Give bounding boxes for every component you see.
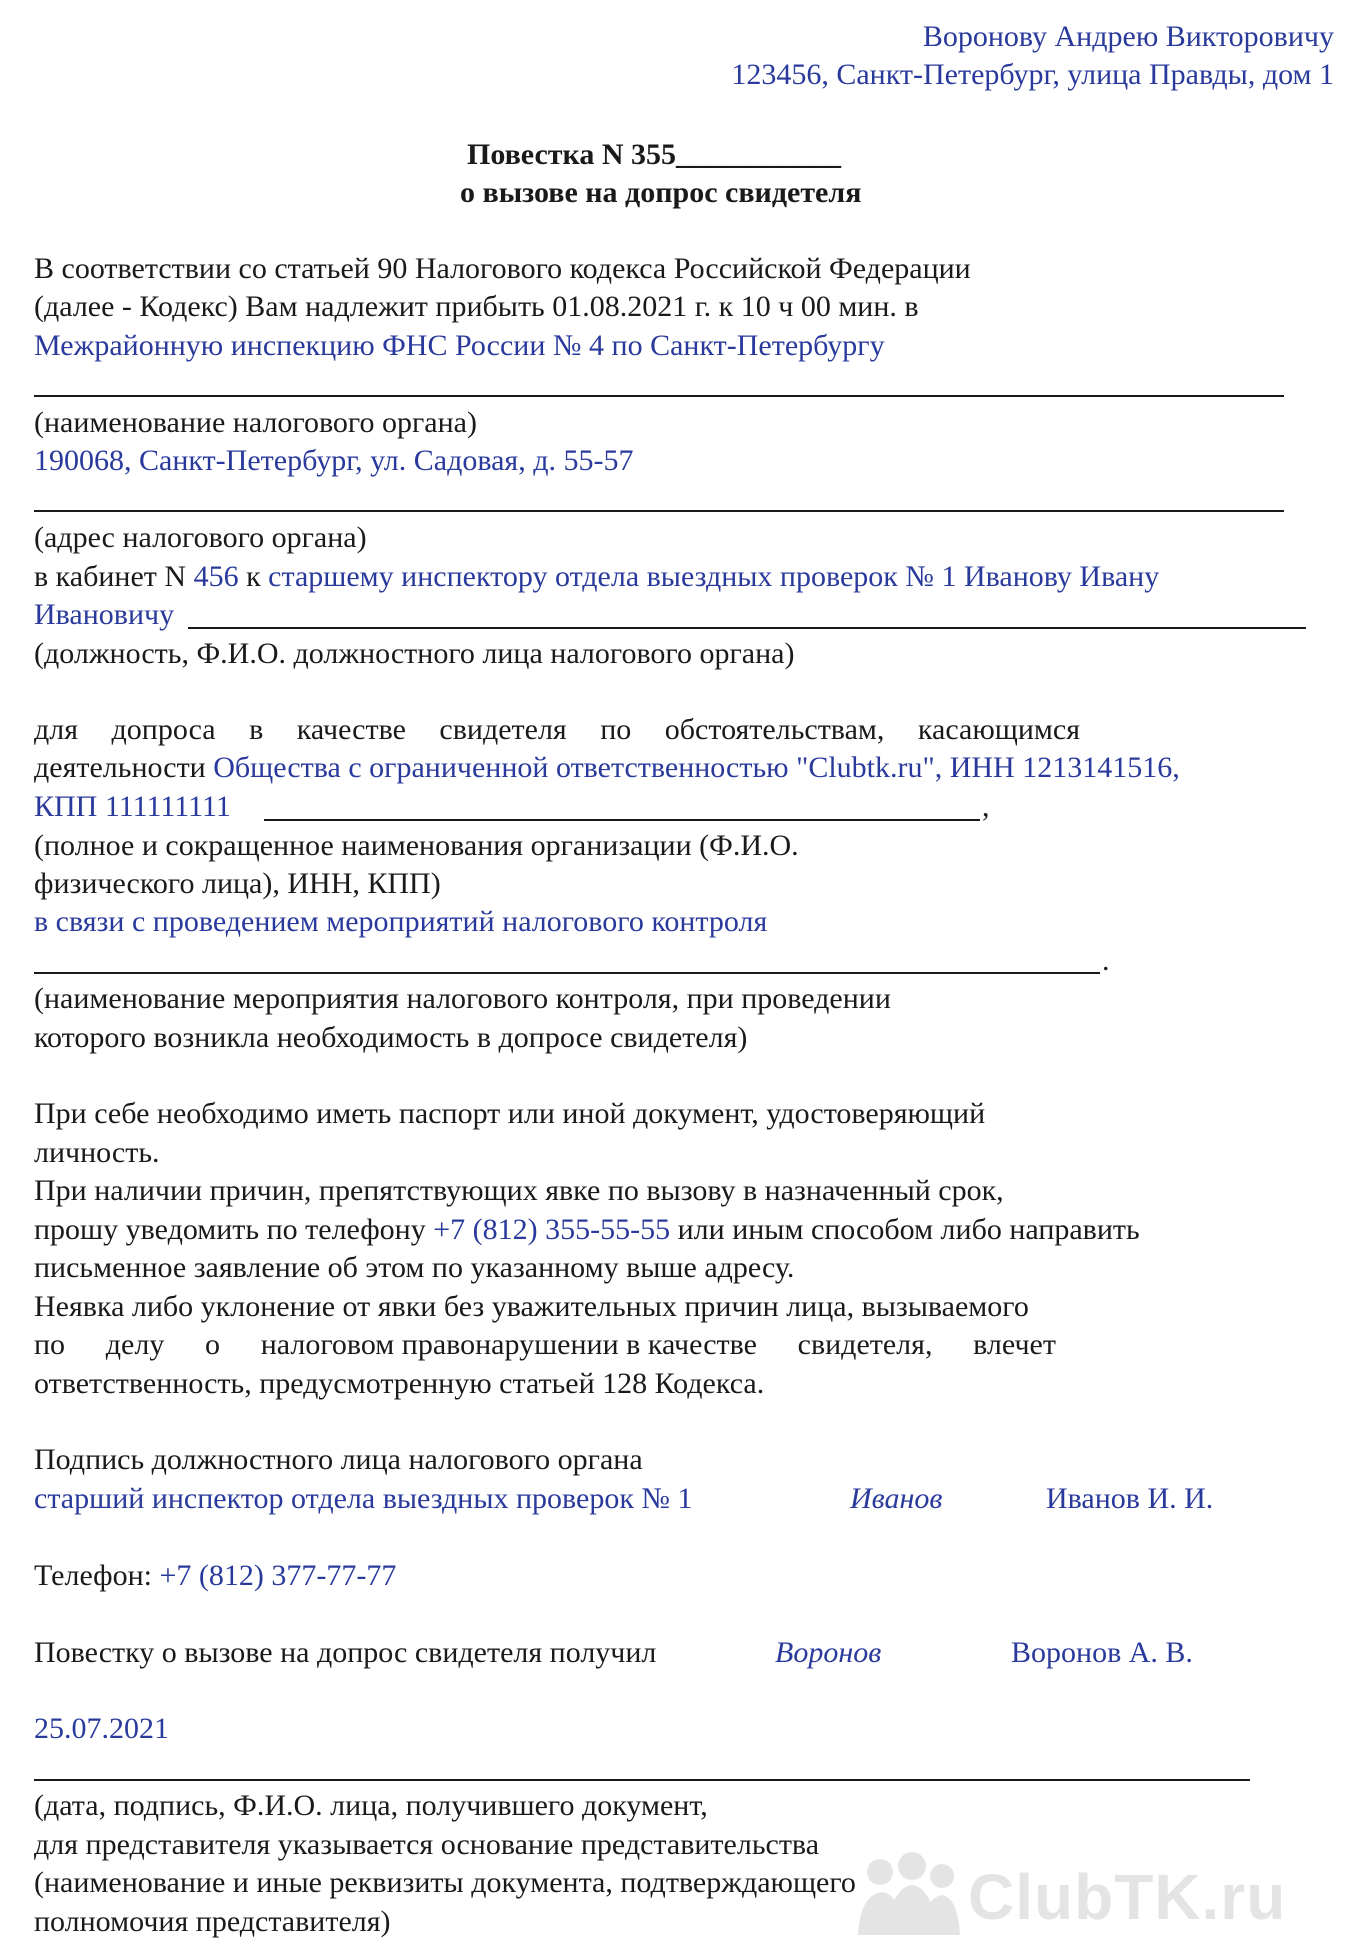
paragraph1-line2: (далее - Кодекс) Вам надлежит прибыть 01.08.2021 г. к 10 ч 00 мин. в: [34, 290, 919, 323]
paragraph3-line4: [34, 1215, 1140, 1245]
p2-word: касающимся: [917, 713, 1080, 746]
receipt-caption-line3: (наименование и иные реквизиты документа, подтверждающего: [34, 1866, 856, 1899]
document-title: [467, 140, 841, 170]
title-number-blank: ___________: [676, 138, 842, 171]
organization-name-part2: КПП 111111111: [34, 790, 231, 823]
p3-word: по: [34, 1328, 66, 1361]
paragraph3-line1: При себе необходимо иметь паспорт или иной документ, удостоверяющий: [34, 1097, 986, 1130]
official-position: старший инспектор отдела выездных проверок № 1: [34, 1482, 693, 1515]
organization-caption-line1: (полное и сокращенное наименования организации (Ф.И.О.: [34, 829, 799, 862]
p3-word: свидетеля,: [797, 1328, 933, 1361]
p3-word: о: [205, 1328, 221, 1361]
p3-word: налоговом правонарушении в качестве: [260, 1328, 757, 1361]
tax-authority-underline: [34, 395, 1284, 397]
official-signature-label: Подпись должностного лица налогового органа: [34, 1443, 643, 1476]
control-measure: в связи с проведением мероприятий налогового контроля: [34, 905, 768, 938]
office-prefix: в кабинет N: [34, 560, 187, 593]
p2-word: качестве: [296, 713, 406, 746]
document-subtitle: о вызове на допрос свидетеля: [460, 176, 862, 209]
title-number: Повестка N 355: [467, 138, 677, 171]
paragraph2-line2: [34, 753, 1180, 783]
watermark: [850, 1850, 1350, 1945]
receipt-signature: Воронов: [775, 1636, 882, 1669]
paragraph3-line5: письменное заявление об этом по указанному выше адресу.: [34, 1251, 795, 1284]
control-measure-period: .: [1102, 944, 1110, 977]
watermark-text: ClubTK.ru: [968, 1861, 1287, 1933]
tax-address-caption: (адрес налогового органа): [34, 521, 367, 554]
people-logo-icon: [850, 1850, 960, 1945]
p3-word: делу: [105, 1328, 165, 1361]
organization-comma: ,: [982, 790, 990, 823]
receipt-date: 25.07.2021: [34, 1712, 169, 1745]
notify-prefix: прошу уведомить по телефону: [34, 1213, 426, 1246]
official-underline: [188, 627, 1306, 629]
control-measure-caption-line1: (наименование мероприятия налогового контроля, при проведении: [34, 982, 891, 1015]
paragraph3-line6: Неявка либо уклонение от явки без уважительных причин лица, вызываемого: [34, 1290, 1029, 1323]
notify-suffix: или иным способом либо направить: [677, 1213, 1140, 1246]
tax-authority-caption: (наименование налогового органа): [34, 406, 477, 439]
paragraph2-line1: [34, 715, 1080, 745]
tax-authority-name: Межрайонную инспекцию ФНС России № 4 по Санкт-Петербургу: [34, 329, 885, 362]
p2-word: по: [600, 713, 632, 746]
office-line: [34, 562, 1159, 592]
receipt-underline: [34, 1779, 1250, 1781]
organization-caption-line2: физического лица), ИНН, КПП): [34, 867, 441, 900]
p2-word: обстоятельствам,: [664, 713, 885, 746]
paragraph1-line1: В соответствии со статьей 90 Налогового кодекса Российской Федерации: [34, 252, 971, 285]
paragraph3-line3: При наличии причин, препятствующих явке по вызову в назначенный срок,: [34, 1174, 1004, 1207]
receipt-label: Повестку о вызове на допрос свидетеля получил: [34, 1636, 657, 1669]
receipt-caption-line1: (дата, подпись, Ф.И.О. лица, получившего документ,: [34, 1789, 708, 1822]
official-name-part2: Ивановичу: [34, 598, 175, 631]
p2-word: допроса: [111, 713, 216, 746]
p2-word: для: [34, 713, 79, 746]
p3-word: влечет: [973, 1328, 1056, 1361]
official-signature: Иванов: [850, 1482, 943, 1515]
phone-line: [34, 1561, 396, 1591]
office-number: 456: [193, 560, 239, 593]
control-measure-underline: [34, 972, 1100, 974]
paragraph3-line2: личность.: [34, 1136, 160, 1169]
receipt-caption-line4: полномочия представителя): [34, 1905, 391, 1938]
organization-name-part1: Общества с ограниченной ответственностью "Clubtk.ru", ИНН 1213141516,: [213, 751, 1180, 784]
p2-word: свидетеля: [439, 713, 567, 746]
receipt-full-name: Воронов А. В.: [1011, 1636, 1193, 1669]
notify-phone: +7 (812) 355-55-55: [433, 1213, 671, 1246]
paragraph3-line7: [34, 1330, 1056, 1360]
official-caption: (должность, Ф.И.О. должностного лица налогового органа): [34, 637, 795, 670]
activity-label: деятельности: [34, 751, 206, 784]
official-name-part1: старшему инспектору отдела выездных проверок № 1 Иванову Ивану: [268, 560, 1160, 593]
addressee-name: Воронову Андрею Викторовичу: [922, 20, 1334, 53]
addressee-address: 123456, Санкт-Петербург, улица Правды, дом 1: [731, 58, 1334, 91]
organization-underline: [264, 819, 980, 821]
tax-authority-address: 190068, Санкт-Петербург, ул. Садовая, д. 55-57: [34, 444, 634, 477]
official-full-name: Иванов И. И.: [1046, 1482, 1214, 1515]
tax-address-underline: [34, 510, 1284, 512]
office-k: к: [246, 560, 261, 593]
control-measure-caption-line2: которого возникла необходимость в допросе свидетеля): [34, 1021, 748, 1054]
phone-label: Телефон:: [34, 1559, 152, 1592]
paragraph3-line8: ответственность, предусмотренную статьей 128 Кодекса.: [34, 1367, 765, 1400]
phone-value: +7 (812) 377-77-77: [159, 1559, 397, 1592]
p2-word: в: [249, 713, 264, 746]
receipt-caption-line2: для представителя указывается основание представительства: [34, 1828, 820, 1861]
